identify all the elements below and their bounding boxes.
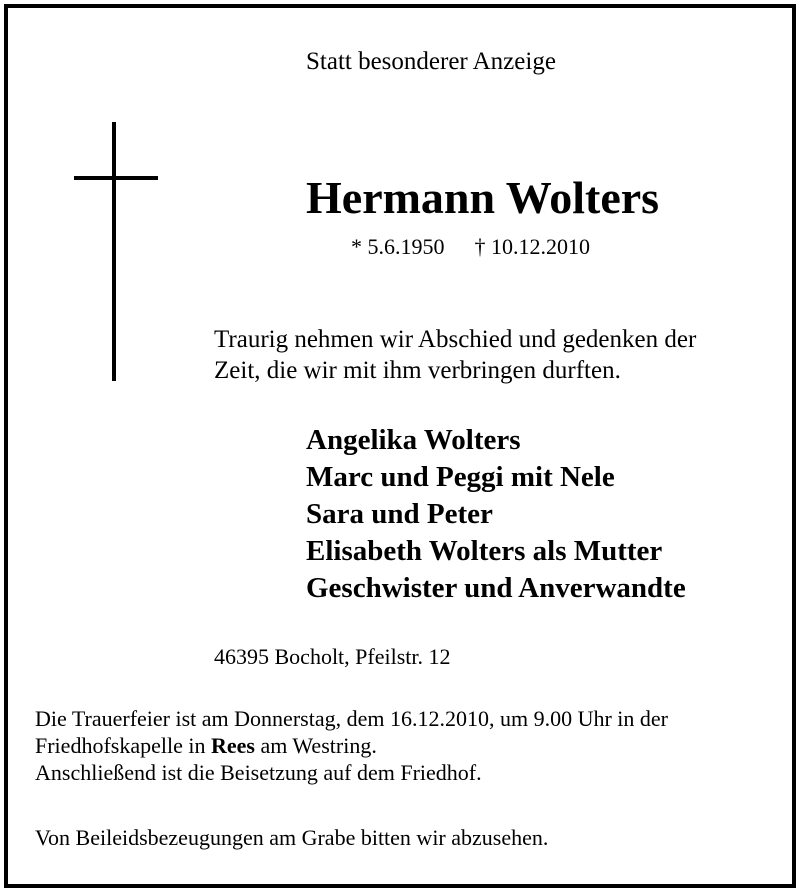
family-address: 46395 Bocholt, Pfeilstr. 12 [214, 644, 451, 669]
life-dates [351, 234, 590, 260]
obituary-frame [4, 4, 796, 888]
birth-date: * 5.6.1950 [351, 234, 445, 259]
tribute-line: Zeit, die wir mit ihm verbringen durften. [214, 357, 621, 384]
mourner-name: Elisabeth Wolters als Mutter [306, 535, 663, 567]
mourner-name: Sara und Peter [306, 498, 493, 530]
service-text: am Westring. [254, 733, 377, 758]
cross-vertical-bar [112, 122, 116, 381]
mourners-list [306, 422, 686, 607]
funeral-service-info [35, 705, 668, 786]
service-text: Friedhofskapelle in [35, 733, 211, 758]
death-date: † 10.12.2010 [474, 234, 590, 259]
mourner-name: Angelika Wolters [306, 424, 521, 456]
condolence-note: Von Beileidsbezeugungen am Grabe bitten wir abzusehen. [35, 825, 549, 850]
service-line: Die Trauerfeier ist am Donnerstag, dem 16.12.2010, um 9.00 Uhr in der [35, 706, 668, 731]
tribute-line: Traurig nehmen wir Abschied und gedenken der [214, 326, 697, 353]
service-location: Rees [210, 733, 255, 758]
deceased-name: Hermann Wolters [306, 172, 660, 223]
service-line [35, 732, 668, 759]
mourner-name: Geschwister und Anverwandte [306, 572, 686, 604]
announcement-header: Statt besonderer Anzeige [306, 48, 556, 75]
tribute-text [214, 324, 696, 386]
mourner-name: Marc und Peggi mit Nele [306, 461, 615, 493]
cross-horizontal-bar [74, 176, 158, 180]
service-line: Anschließend ist die Beisetzung auf dem Friedhof. [35, 760, 482, 785]
